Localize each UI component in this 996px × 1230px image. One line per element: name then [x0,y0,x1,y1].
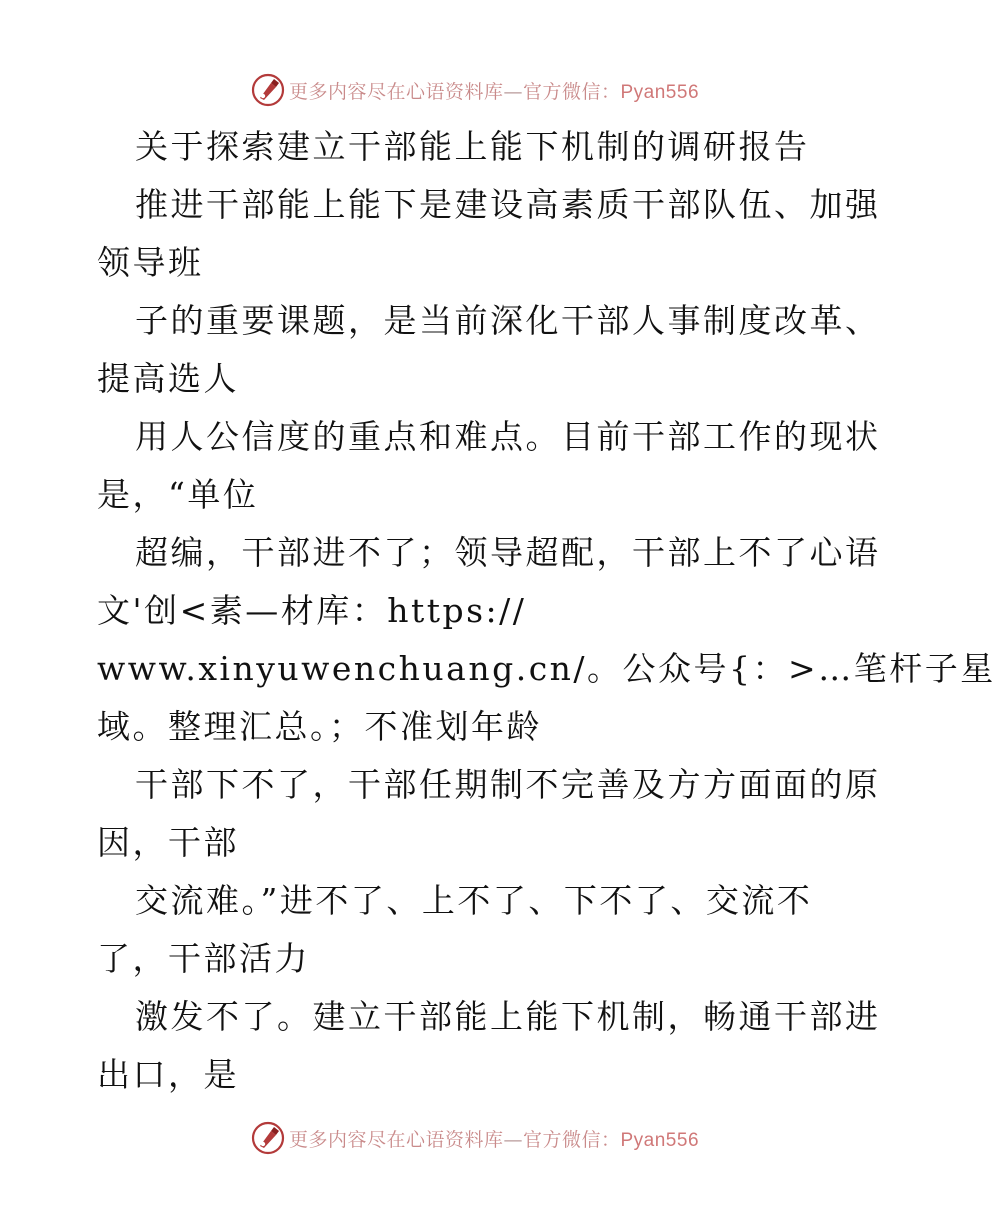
text-line: 出口，是 [97,1055,239,1094]
text-line: www.xinyuwenchuang.cn/。公众号{：>…笔杆子星 [97,649,996,688]
text-line: 推进干部能上能下是建设高素质干部队伍、加强 [135,185,881,224]
text-line: 文'创<素—材库：https:// [97,591,527,630]
watermark-text [289,1125,699,1152]
text-line: 域。整理汇总。；不准划年龄 [97,707,542,746]
watermark-dash: — [503,1128,523,1151]
watermark-account: Pyan556 [620,1129,700,1151]
watermark-wechat-label: 官方微信： [522,1128,621,1151]
text-line: 超编，干部进不了；领导超配，干部上不了心语 [135,533,881,572]
pen-nib-seal-icon [251,73,285,107]
text-line: 激发不了。建立干部能上能下机制，畅通干部进 [135,997,881,1036]
watermark-account: Pyan556 [620,81,700,103]
header-watermark-banner [0,70,950,110]
pen-nib-seal-icon [251,1121,285,1155]
document-title: 关于探索建立干部能上能下机制的调研报告 [135,127,810,166]
watermark-site-name: 更多内容尽在心语资料库 [288,1128,504,1151]
watermark-dash: — [503,80,523,103]
document-body [97,118,996,1104]
text-line: 是，“单位 [97,475,259,514]
watermark-site-name: 更多内容尽在心语资料库 [288,80,504,103]
text-line: 子的重要课题，是当前深化干部人事制度改革、 [135,301,881,340]
watermark-wechat-label: 官方微信： [522,80,621,103]
text-line: 用人公信度的重点和难点。目前干部工作的现状 [135,417,881,456]
text-line: 提高选人 [97,359,239,398]
text-line: 干部下不了，干部任期制不完善及方方面面的原 [135,765,881,804]
text-line: 因，干部 [97,823,239,862]
watermark-text [289,77,699,104]
text-line: 了，干部活力 [97,939,310,978]
text-line: 交流难。”进不了、上不了、下不了、交流不 [135,881,813,920]
footer-watermark-banner [0,1118,950,1158]
text-line: 领导班 [97,243,204,282]
